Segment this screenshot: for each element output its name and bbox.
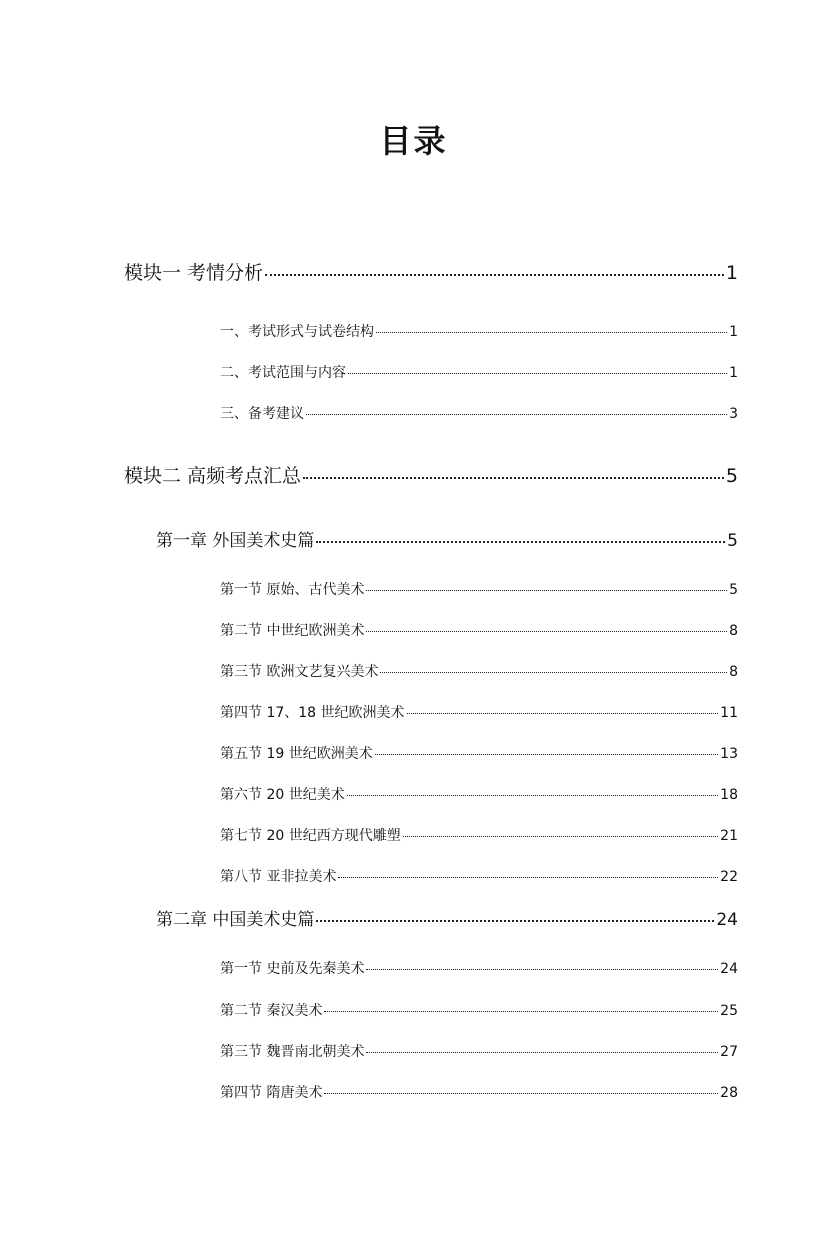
toc-entry-label: 第一节 史前及先秦美术 — [220, 961, 365, 977]
dot-leader — [348, 373, 727, 374]
toc-page-number: 11 — [720, 705, 738, 721]
toc-section-entry[interactable] — [220, 362, 738, 382]
toc-entry-label: 模块二 高频考点汇总 — [124, 465, 302, 487]
toc-entry-label: 第四节 17、18 世纪欧洲美术 — [220, 705, 405, 721]
toc-page-number: 28 — [720, 1085, 738, 1101]
toc-section-entry[interactable] — [220, 958, 738, 978]
toc-page-number: 1 — [729, 324, 738, 340]
dot-leader — [366, 590, 727, 591]
toc-section-entry[interactable] — [220, 743, 738, 763]
toc-entry-label: 第三节 魏晋南北朝美术 — [220, 1044, 365, 1060]
toc-page-number: 21 — [720, 828, 738, 844]
toc-page-number: 22 — [720, 869, 738, 885]
toc-page-number: 24 — [720, 961, 738, 977]
toc-page-number: 25 — [720, 1003, 738, 1019]
toc-section-entry[interactable] — [220, 1082, 738, 1102]
page-title: 目录 — [379, 122, 448, 160]
toc-entry-label: 模块一 考情分析 — [124, 262, 264, 284]
toc-section-entry[interactable] — [220, 866, 738, 886]
dot-leader — [303, 477, 724, 479]
toc-entry-label: 第一章 外国美术史篇 — [156, 531, 315, 551]
toc-page-number: 3 — [729, 406, 738, 422]
toc-entry-label: 第五节 19 世纪欧洲美术 — [220, 746, 373, 762]
toc-module-entry[interactable] — [124, 461, 738, 488]
dot-leader — [338, 877, 718, 878]
toc-entry-label: 二、考试范围与内容 — [220, 365, 346, 381]
toc-section-entry[interactable] — [220, 825, 738, 845]
toc-page-number: 27 — [720, 1044, 738, 1060]
toc-module-entry[interactable] — [124, 258, 738, 285]
toc-entry-label: 第二节 秦汉美术 — [220, 1003, 323, 1019]
toc-entry-label: 一、考试形式与试卷结构 — [220, 324, 374, 340]
toc-page-number: 18 — [720, 787, 738, 803]
toc-section-entry[interactable] — [220, 702, 738, 722]
toc-section-entry[interactable] — [220, 661, 738, 681]
toc-page-number: 13 — [720, 746, 738, 762]
dot-leader — [407, 713, 719, 714]
toc-entry-label: 第七节 20 世纪西方现代雕塑 — [220, 828, 401, 844]
toc-page-number: 5 — [727, 531, 738, 551]
toc-entry-label: 第八节 亚非拉美术 — [220, 869, 337, 885]
dot-leader — [380, 672, 727, 673]
toc-entry-label: 第二节 中世纪欧洲美术 — [220, 623, 365, 639]
toc-entry-label: 第二章 中国美术史篇 — [156, 910, 315, 930]
toc-entry-label: 第六节 20 世纪美术 — [220, 787, 345, 803]
dot-leader — [316, 541, 725, 543]
toc-page-number: 5 — [725, 465, 738, 487]
toc-entry-label: 第一节 原始、古代美术 — [220, 582, 365, 598]
dot-leader — [324, 1093, 718, 1094]
toc-entry-label: 第四节 隋唐美术 — [220, 1085, 323, 1101]
toc-section-entry[interactable] — [220, 321, 738, 341]
toc-page-number: 1 — [729, 365, 738, 381]
dot-leader — [366, 631, 727, 632]
dot-leader — [306, 414, 727, 415]
toc-section-entry[interactable] — [220, 1000, 738, 1020]
toc-section-entry[interactable] — [220, 620, 738, 640]
dot-leader — [375, 754, 718, 755]
toc-chapter-entry[interactable] — [156, 905, 738, 930]
toc-section-entry[interactable] — [220, 403, 738, 423]
toc-page-number: 8 — [729, 664, 738, 680]
dot-leader — [403, 836, 718, 837]
toc-page-number: 5 — [729, 582, 738, 598]
toc-page-number: 8 — [729, 623, 738, 639]
dot-leader — [366, 1052, 718, 1053]
dot-leader — [347, 795, 718, 796]
toc-chapter-entry[interactable] — [156, 526, 738, 551]
toc-page-number: 24 — [716, 910, 738, 930]
toc-page-number: 1 — [725, 262, 738, 284]
toc-section-entry[interactable] — [220, 784, 738, 804]
dot-leader — [366, 969, 718, 970]
toc-section-entry[interactable] — [220, 1041, 738, 1061]
dot-leader — [316, 920, 714, 922]
toc-entry-label: 第三节 欧洲文艺复兴美术 — [220, 664, 379, 680]
toc-section-entry[interactable] — [220, 579, 738, 599]
toc-entry-label: 三、备考建议 — [220, 406, 304, 422]
dot-leader — [265, 274, 724, 276]
dot-leader — [324, 1011, 718, 1012]
dot-leader — [376, 332, 727, 333]
